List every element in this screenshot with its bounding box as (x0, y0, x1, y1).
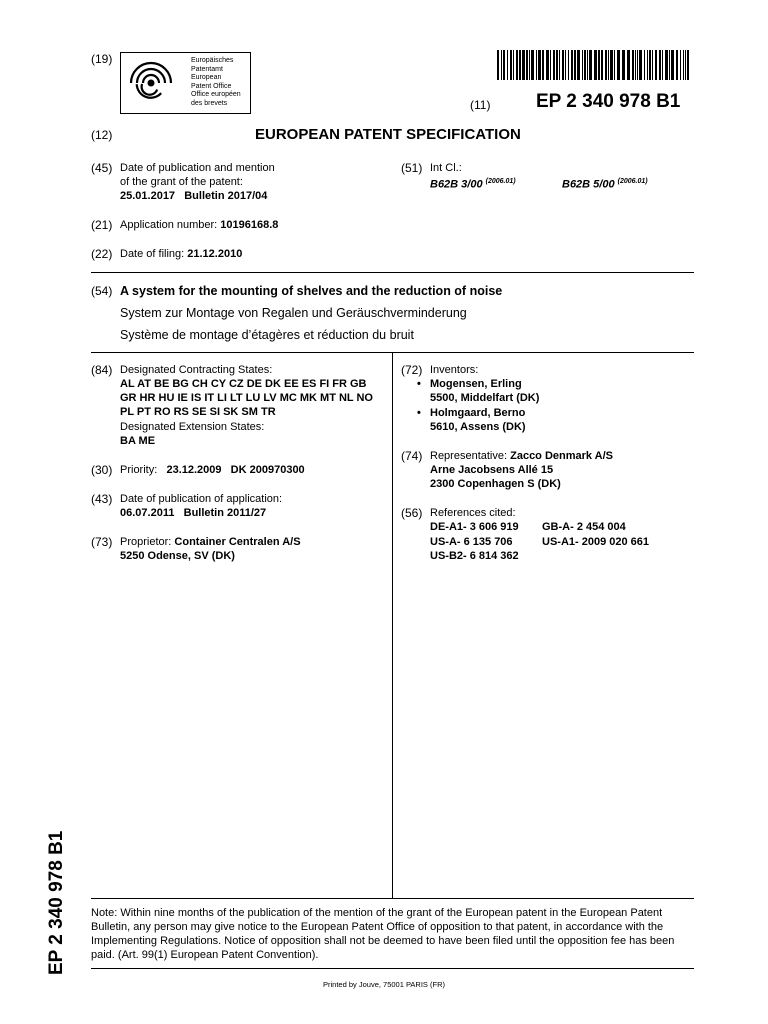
epo-logo-icon (129, 61, 173, 105)
epo-logo-box (120, 52, 251, 114)
class-1-version: (2006.01) (485, 178, 516, 185)
f56-label: References cited: (430, 507, 516, 519)
office-name-line: des brevets (191, 99, 228, 107)
code-73: (73) (91, 535, 113, 549)
f21-label: Application number: (120, 219, 218, 231)
f84-ext-label: Designated Extension States: (120, 421, 265, 433)
inventor-bullet: • (417, 407, 421, 419)
code-72: (72) (401, 363, 423, 377)
f30-row (120, 463, 305, 477)
code-30: (30) (91, 463, 113, 477)
f21-row (120, 218, 278, 232)
code-22: (22) (91, 247, 113, 261)
code-51: (51) (401, 161, 423, 175)
column-divider (392, 352, 393, 898)
barcode-image (497, 50, 693, 80)
code-19: (19) (91, 52, 113, 66)
title-english: A system for the mounting of shelves and the reduction of noise (120, 284, 503, 298)
f45-date-line (120, 189, 267, 203)
note-line: Bulletin, any person may give notice to the European Patent Office of opposition to that patent, in accordance with the (91, 921, 664, 933)
code-74: (74) (401, 449, 423, 463)
code-56: (56) (401, 506, 423, 520)
class-2-code: B62B 5/00 (562, 178, 615, 191)
note-line: paid. (Art. 99(1) European Patent Convention). (91, 949, 319, 961)
class-1-code: B62B 3/00 (430, 178, 483, 191)
class-2-version: (2006.01) (617, 178, 648, 185)
proprietor-address: 5250 Odense, SV (DK) (120, 550, 235, 562)
contracting-states-line: PL PT RO RS SE SI SK SM TR (120, 406, 276, 418)
f51-label: Int Cl.: (430, 162, 462, 174)
f22-row (120, 247, 242, 261)
inventor-name: Holmgaard, Berno (430, 407, 526, 419)
divider-line (91, 968, 694, 969)
f43-bulletin: Bulletin 2011/27 (183, 507, 267, 519)
f43-label: Date of publication of application: (120, 493, 283, 505)
application-number: 10196168.8 (220, 219, 279, 231)
office-name-line: Patentamt (191, 65, 223, 73)
f30-label: Priority: (120, 464, 158, 476)
f43-date-line (120, 506, 266, 520)
office-name-line: Patent Office (191, 82, 232, 90)
note-line: Note: Within nine months of the publication of the mention of the grant of the European patent in the European Patent (91, 907, 663, 919)
f43-date: 06.07.2011 (120, 507, 175, 519)
contracting-states-line: GR HR HU IE IS IT LI LT LU LV MC MK MT NL NO (120, 392, 373, 404)
side-publication-number: EP 2 340 978 B1 (46, 830, 67, 975)
opposition-note (91, 906, 674, 962)
representative-city: 2300 Copenhagen S (DK) (430, 478, 561, 490)
extension-states: BA ME (120, 435, 156, 447)
contracting-states-line: AL AT BE BG CH CY CZ DE DK EE ES FI FR GB (120, 378, 367, 390)
code-12: (12) (91, 128, 113, 142)
note-line: Implementing Regulations. Notice of opposition shall not be deemed to have been filed until the opposition fee has been (91, 935, 675, 947)
title-german: System zur Montage von Regalen und Geräuschverminderung (120, 306, 467, 320)
f45-line2: of the grant of the patent: (120, 176, 243, 188)
office-name-line: Office européen (191, 91, 241, 98)
reference-cited: US-A1- 2009 020 661 (542, 536, 650, 548)
reference-cited: US-B2- 6 814 362 (430, 550, 519, 562)
office-name-line: Europäisches (191, 57, 234, 64)
f73-row (120, 535, 301, 549)
reference-cited: US-A- 6 135 706 (430, 536, 513, 548)
office-names (191, 57, 241, 108)
document-type: EUROPEAN PATENT SPECIFICATION (255, 126, 521, 143)
reference-cited: DE-A1- 3 606 919 (430, 521, 519, 533)
inventor-name: Mogensen, Erling (430, 378, 522, 390)
representative-name: Zacco Denmark A/S (510, 450, 614, 462)
proprietor-name: Container Centralen A/S (174, 536, 301, 548)
code-84: (84) (91, 363, 113, 377)
divider-line (91, 272, 694, 273)
code-11: (11) (470, 98, 491, 112)
printer-credit: Printed by Jouve, 75001 PARIS (FR) (323, 980, 445, 989)
f45-bulletin: Bulletin 2017/04 (184, 190, 268, 202)
divider-line (91, 898, 694, 899)
f73-label: Proprietor: (120, 536, 172, 548)
title-french: Système de montage d’étagères et réduction du bruit (120, 328, 414, 342)
f72-label: Inventors: (430, 364, 479, 376)
publication-number: EP 2 340 978 B1 (536, 91, 681, 112)
priority-value: 23.12.2009 DK 200970300 (166, 464, 305, 476)
f74-row (430, 449, 613, 463)
code-54: (54) (91, 284, 113, 298)
office-name-line: European (191, 74, 222, 81)
f22-label: Date of filing: (120, 248, 185, 260)
code-45: (45) (91, 161, 113, 175)
f45-line1: Date of publication and mention (120, 162, 275, 174)
f84-label: Designated Contracting States: (120, 364, 273, 376)
f51-class-1 (430, 175, 516, 192)
reference-cited: GB-A- 2 454 004 (542, 521, 626, 533)
representative-street: Arne Jacobsens Allé 15 (430, 464, 554, 476)
inventor-bullet: • (417, 378, 421, 390)
code-43: (43) (91, 492, 113, 506)
f51-class-2 (562, 175, 648, 192)
filing-date: 21.12.2010 (187, 248, 243, 260)
f74-label: Representative: (430, 450, 508, 462)
f45-date: 25.01.2017 (120, 190, 176, 202)
code-21: (21) (91, 218, 113, 232)
inventor-address: 5500, Middelfart (DK) (430, 392, 540, 404)
inventor-address: 5610, Assens (DK) (430, 421, 526, 433)
